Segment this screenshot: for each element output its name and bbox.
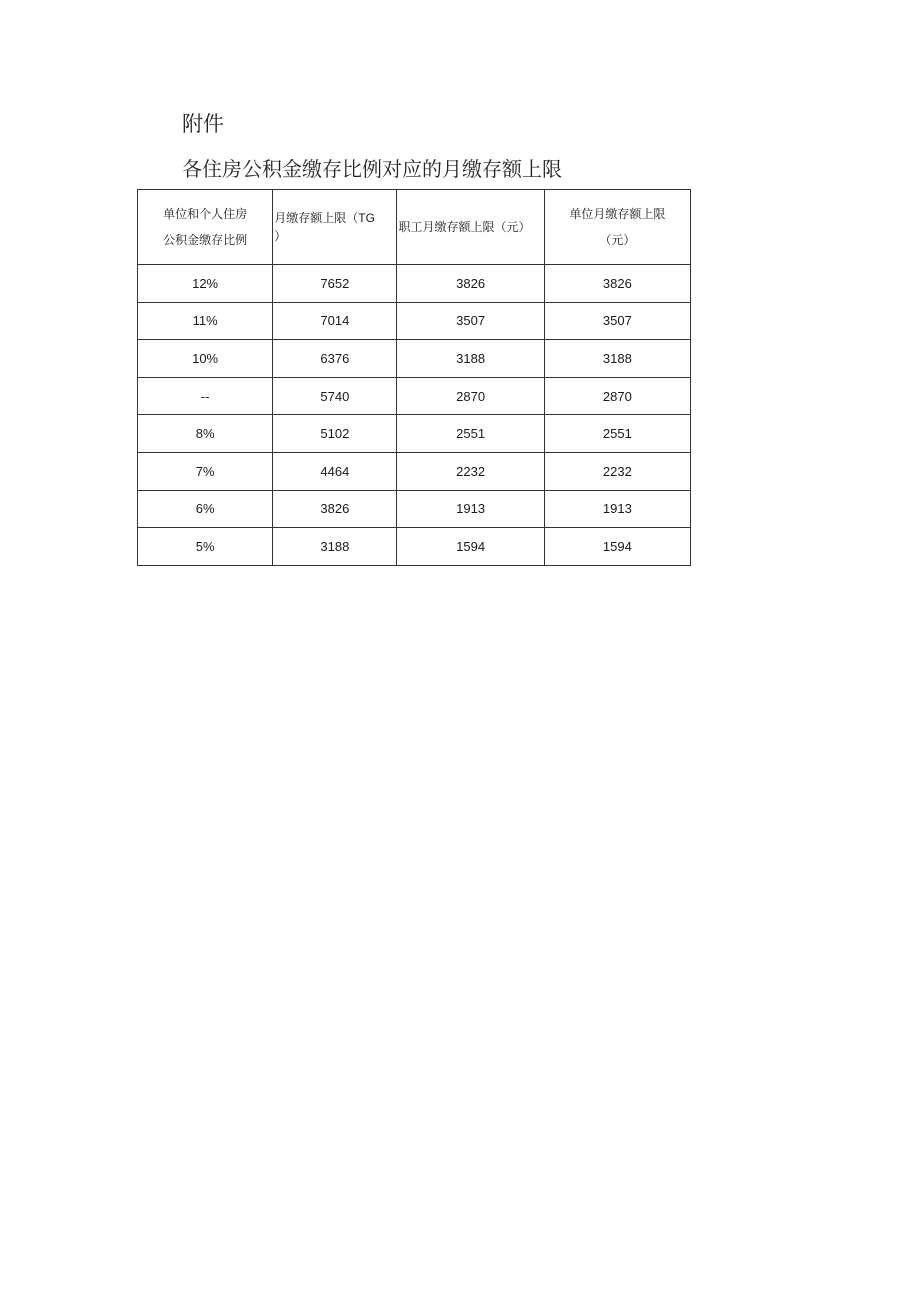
table-header-row bbox=[138, 190, 691, 265]
table-row bbox=[138, 528, 691, 566]
table-row bbox=[138, 490, 691, 528]
cell-employer: 2232 bbox=[544, 452, 690, 490]
header-employee-limit: 职工月缴存额上限（元） bbox=[397, 190, 544, 265]
cell-employer: 1594 bbox=[544, 528, 690, 566]
cell-employee: 2232 bbox=[397, 452, 544, 490]
table-row bbox=[138, 265, 691, 303]
cell-employee: 3188 bbox=[397, 340, 544, 378]
header-monthly-total bbox=[273, 190, 397, 265]
cell-employee: 3507 bbox=[397, 302, 544, 340]
cell-employer: 2870 bbox=[544, 377, 690, 415]
cell-total: 5740 bbox=[273, 377, 397, 415]
cell-employee: 1913 bbox=[397, 490, 544, 528]
cell-ratio: 6% bbox=[138, 490, 273, 528]
document-title: 各住房公积金缴存比例对应的月缴存额上限 bbox=[182, 157, 562, 181]
header-ratio-line-1: 单位和个人住房 bbox=[163, 207, 248, 221]
header-ratio bbox=[138, 190, 273, 265]
cell-total: 7652 bbox=[273, 265, 397, 303]
table-row bbox=[138, 340, 691, 378]
header-monthly-total-line-1: 月缴存额上限（TG bbox=[274, 211, 375, 225]
cell-ratio: 10% bbox=[138, 340, 273, 378]
table-row bbox=[138, 302, 691, 340]
cell-ratio: 12% bbox=[138, 265, 273, 303]
header-employer-limit bbox=[544, 190, 690, 265]
cell-total: 6376 bbox=[273, 340, 397, 378]
cell-ratio: 5% bbox=[138, 528, 273, 566]
table-row bbox=[138, 415, 691, 453]
cell-employer: 1913 bbox=[544, 490, 690, 528]
cell-total: 4464 bbox=[273, 452, 397, 490]
cell-employer: 3188 bbox=[544, 340, 690, 378]
cell-employer: 2551 bbox=[544, 415, 690, 453]
cell-employee: 2870 bbox=[397, 377, 544, 415]
cell-employee: 1594 bbox=[397, 528, 544, 566]
header-employer-line-2: （元） bbox=[599, 233, 636, 247]
cell-ratio: 7% bbox=[138, 452, 273, 490]
table-row bbox=[138, 377, 691, 415]
cell-total: 5102 bbox=[273, 415, 397, 453]
cell-employer: 3507 bbox=[544, 302, 690, 340]
cell-employee: 2551 bbox=[397, 415, 544, 453]
cell-ratio: -- bbox=[138, 377, 273, 415]
cell-total: 3188 bbox=[273, 528, 397, 566]
cell-total: 7014 bbox=[273, 302, 397, 340]
cell-total: 3826 bbox=[273, 490, 397, 528]
header-ratio-line-2: 公积金缴存比例 bbox=[163, 233, 248, 247]
cell-ratio: 11% bbox=[138, 302, 273, 340]
table-row bbox=[138, 452, 691, 490]
cell-employer: 3826 bbox=[544, 265, 690, 303]
cell-ratio: 8% bbox=[138, 415, 273, 453]
header-monthly-total-line-2: ） bbox=[274, 229, 287, 243]
header-employer-line-1: 单位月缴存额上限 bbox=[569, 207, 666, 221]
contribution-limits-table bbox=[137, 189, 691, 566]
cell-employee: 3826 bbox=[397, 265, 544, 303]
attachment-label: 附件 bbox=[182, 112, 224, 136]
